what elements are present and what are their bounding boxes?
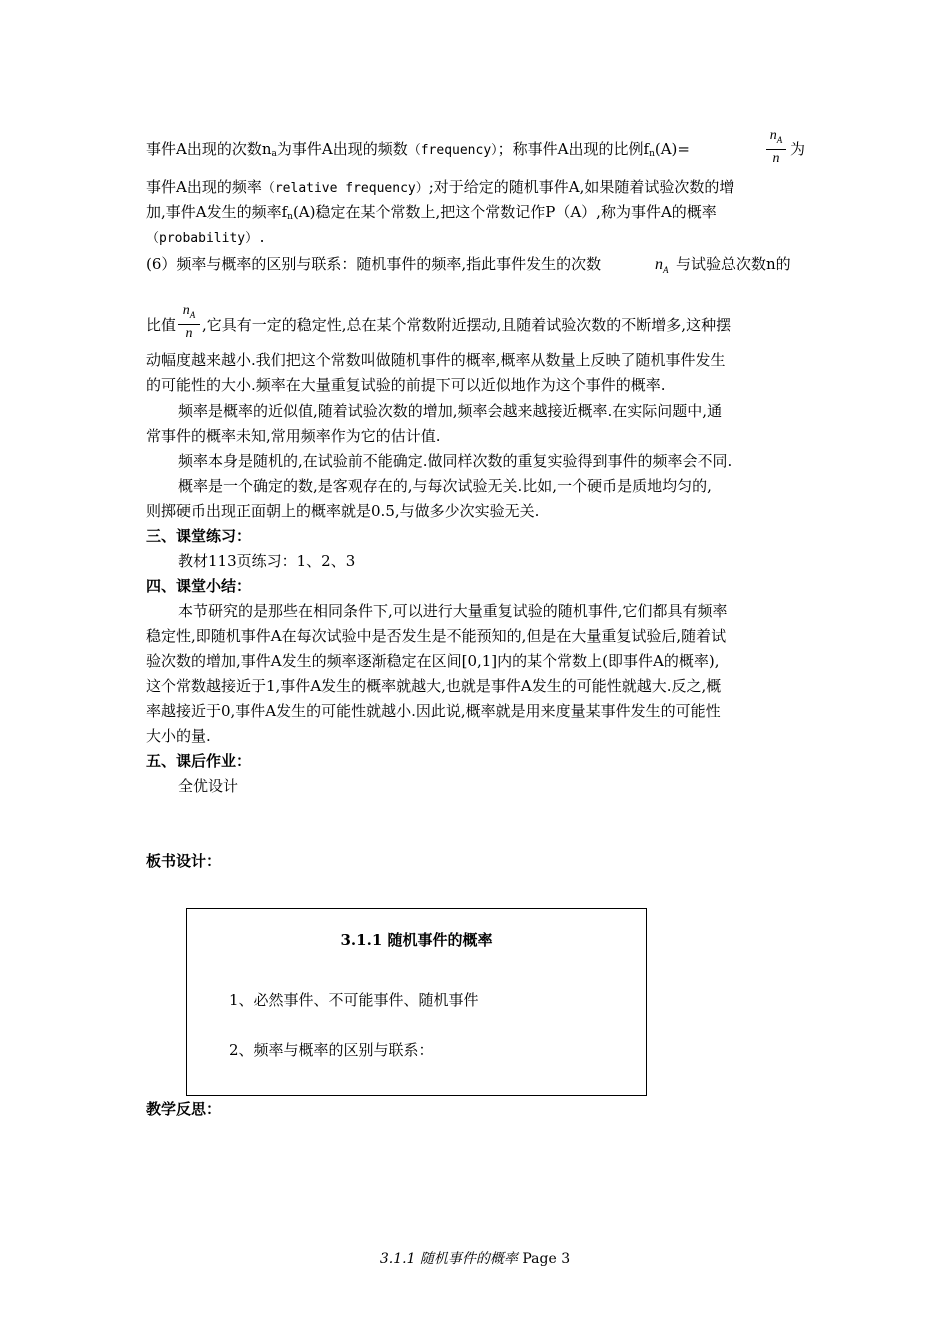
paragraph-line bbox=[146, 176, 734, 200]
text-span: (A)= bbox=[654, 140, 690, 158]
frac-sub: A bbox=[189, 309, 196, 320]
paragraph-line: 频率是概率的近似值,随着试验次数的增加,频率会越来越接近概率.在实际问题中,通 bbox=[178, 402, 723, 420]
footer-title: 3.1.1 随机事件的概率 bbox=[379, 1251, 518, 1267]
text-span: (6）频率与概率的区别与联系：随机事件的频率,指此事件发生的次数 bbox=[146, 255, 602, 273]
term-frequency: （frequency） bbox=[407, 143, 498, 158]
text-span: (A)稳定在某个常数上,把这个常数记作P（A）,称为事件A的概率 bbox=[292, 203, 717, 221]
board-item: 1、必然事件、不可能事件、随机事件 bbox=[229, 991, 479, 1009]
board-design-heading: 板书设计： bbox=[146, 852, 222, 870]
text-span: ;对于给定的随机事件A,如果随着试验次数的增 bbox=[428, 178, 735, 196]
text-span: 事件A出现的频率 bbox=[146, 178, 262, 196]
fraction-nA-over-n bbox=[766, 128, 786, 167]
text-span: 比值 bbox=[146, 316, 177, 334]
paragraph-line: 动幅度越来越小.我们把这个常数叫做随机事件的概率,概率从数量上反映了随机事件发生 bbox=[146, 351, 726, 369]
paragraph-line: 常事件的概率未知,常用频率作为它的估计值. bbox=[146, 427, 441, 445]
paragraph-line: 频率本身是随机的,在试验前不能确定.做同样次数的重复实验得到事件的频率会不同. bbox=[178, 452, 733, 470]
page-footer bbox=[0, 1248, 950, 1268]
paragraph-line bbox=[202, 314, 731, 336]
text-span: 加,事件A发生的频率f bbox=[146, 203, 288, 221]
math-sub: A bbox=[663, 265, 669, 276]
frac-num: n bbox=[769, 128, 777, 143]
section-heading: 四、课堂小结： bbox=[146, 577, 252, 595]
board-design-box bbox=[186, 908, 647, 1096]
frac-den: n bbox=[772, 150, 780, 166]
section-heading: 五、课后作业： bbox=[146, 752, 252, 770]
paragraph-line: 大小的量. bbox=[146, 727, 211, 745]
reflection-heading: 教学反思： bbox=[146, 1100, 222, 1118]
board-item: 2、频率与概率的区别与联系： bbox=[229, 1041, 434, 1059]
subscript: a bbox=[271, 149, 277, 159]
frac-num: n bbox=[182, 303, 190, 318]
paragraph-line: 本节研究的是那些在相同条件下,可以进行大量重复试验的随机事件,它们都具有频率 bbox=[178, 602, 728, 620]
paragraph-line bbox=[146, 314, 176, 336]
board-title: 3.1.1 随机事件的概率 bbox=[340, 931, 493, 949]
frac-sub: A bbox=[776, 134, 783, 145]
frac-den: n bbox=[185, 325, 193, 341]
paragraph-line: 率越接近于0,事件A发生的可能性就越小.因此说,概率就是用来度量某事件发生的可能性 bbox=[146, 702, 721, 720]
paragraph-line: 验次数的增加,事件A发生的频率逐渐稳定在区间[0,1]内的某个常数上(即事件A的概率), bbox=[146, 652, 720, 670]
paragraph-line bbox=[146, 253, 601, 275]
text-span: 为 bbox=[790, 140, 806, 158]
text-span: 为事件A出现的频数 bbox=[276, 140, 408, 158]
subscript: n bbox=[287, 212, 293, 222]
paragraph-line: 概率是一个确定的数,是客观存在的,与每次试验无关.比如,一个硬币是质地均匀的, bbox=[178, 477, 712, 495]
paragraph-line bbox=[146, 201, 717, 228]
section-body: 全优设计 bbox=[178, 777, 239, 795]
paragraph-line: 的可能性的大小.频率在大量重复试验的前提下可以近似地作为这个事件的概率. bbox=[146, 376, 666, 394]
paragraph-line-end bbox=[790, 138, 805, 160]
section-heading: 三、课堂练习： bbox=[146, 527, 252, 545]
term-relative-frequency: （relative frequency） bbox=[261, 181, 429, 196]
paragraph-line: 则掷硬币出现正面朝上的概率就是0.5,与做多少次实验无关. bbox=[146, 502, 540, 520]
paragraph-line: 这个常数越接近于1,事件A发生的概率就越大,也就是事件A发生的可能性就越大.反之,概 bbox=[146, 677, 722, 695]
paragraph-line bbox=[146, 226, 266, 250]
math-n: n bbox=[655, 256, 663, 273]
fraction-nA-over-n bbox=[178, 303, 200, 342]
term-probability: （probability）. bbox=[146, 231, 266, 246]
subscript: n bbox=[649, 149, 655, 159]
section-body: 教材113页练习：1、2、3 bbox=[178, 552, 356, 570]
paragraph-line-end bbox=[676, 253, 791, 275]
text-span: 与试验总次数n的 bbox=[676, 255, 791, 273]
paragraph-line: 稳定性,即随机事件A在每次试验中是否发生是不能预知的,但是在大量重复试验后,随着试 bbox=[146, 627, 727, 645]
paragraph-line bbox=[146, 138, 690, 165]
text-span: ；称事件A出现的比例f bbox=[497, 140, 650, 158]
page-number: Page 3 bbox=[522, 1251, 571, 1267]
text-span: ,它具有一定的稳定性,总在某个常数附近摆动,且随着试验次数的不断增多,这种摆 bbox=[202, 316, 732, 334]
math-nA bbox=[655, 256, 669, 275]
text-span: 事件A出现的次数n bbox=[146, 140, 272, 158]
